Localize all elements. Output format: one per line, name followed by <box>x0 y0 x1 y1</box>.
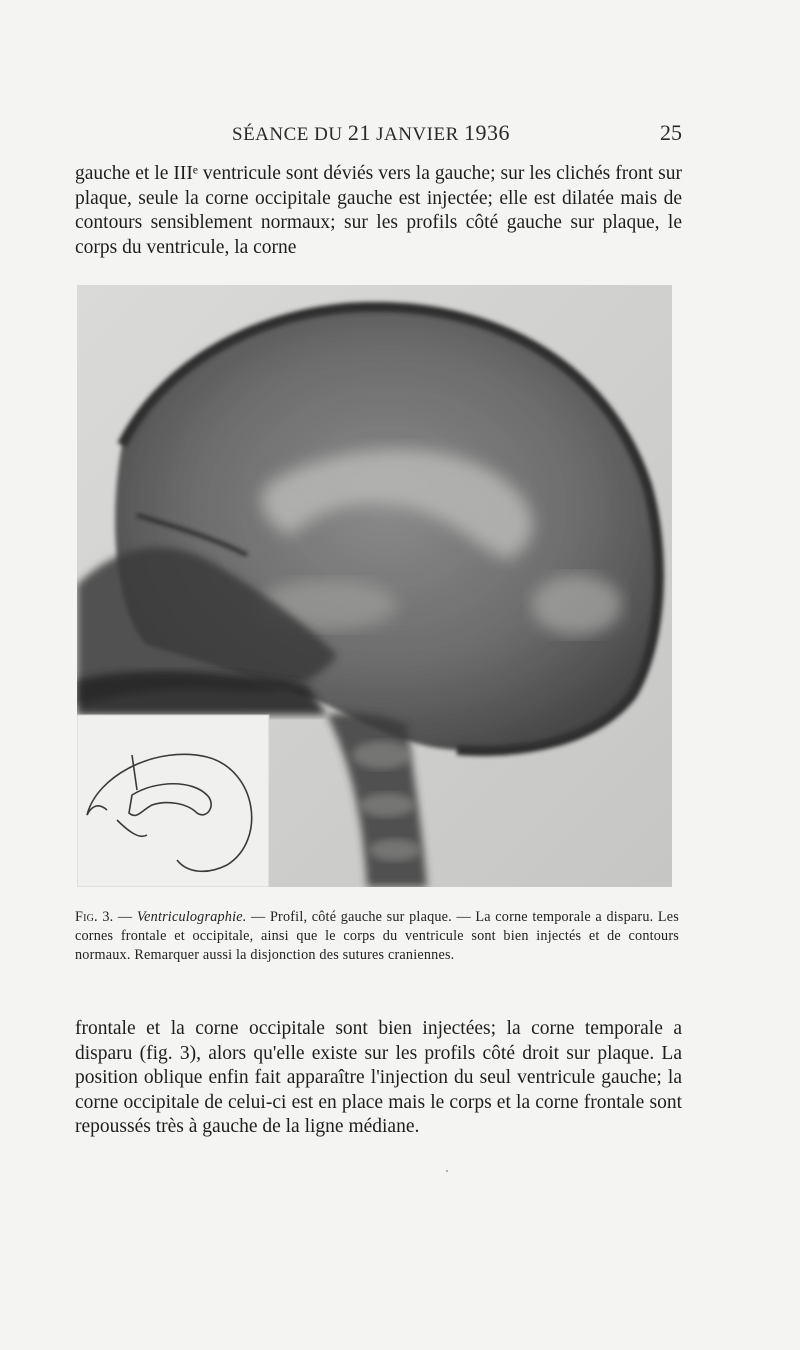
paragraph-bottom: frontale et la corne occipitale sont bien injectées; la corne temporale a disparu (fig. 3), alors qu'elle existe sur les profils côté droit sur plaque. La position oblique enfin fait apparaître l'injection du seul ventricule gauche; la corne occipitale de celui-ci est en place mais le corps et la corne frontale sont repoussés très à gauche de la ligne médiane. <box>75 1018 682 1137</box>
paragraph-top: gauche et le IIIᵉ ventricule sont déviés vers la gauche; sur les clichés front sur plaque, seule la corne occipitale gauche est injectée; elle est dilatée mais de contours sensiblement normaux; sur les profils côté gauche sur plaque, le corps du ventricule, la corne <box>75 163 682 258</box>
skull-xray-image <box>77 285 672 887</box>
title-month: JANVIER <box>376 124 459 145</box>
caption-dash-1: — <box>113 909 137 925</box>
figure-caption <box>75 908 679 965</box>
caption-label: Fig. 3. <box>75 909 114 925</box>
caption-title: Ventriculographie. <box>136 909 247 925</box>
page-number: 25 <box>660 120 682 145</box>
figure-3 <box>77 285 672 887</box>
caption-paragraph <box>75 908 679 965</box>
caption-dash-2: — <box>246 909 270 925</box>
caption-text: Profil, côté gauche sur plaque. — La corne temporale a disparu. Les cornes frontale et occipitale, ainsi que le corps du ventricule sont bien injectés et de contours normaux. Remarquer aussi la disjonction des sutures craniennes. <box>75 909 679 963</box>
running-title <box>232 120 510 146</box>
title-day: 21 <box>347 120 371 145</box>
body-text-top <box>75 162 682 260</box>
title-prefix: SÉANCE DU <box>232 124 343 145</box>
body-text-bottom <box>75 1017 682 1140</box>
page-speck <box>446 1170 448 1172</box>
title-year: 1936 <box>464 120 511 145</box>
running-head <box>0 120 800 146</box>
